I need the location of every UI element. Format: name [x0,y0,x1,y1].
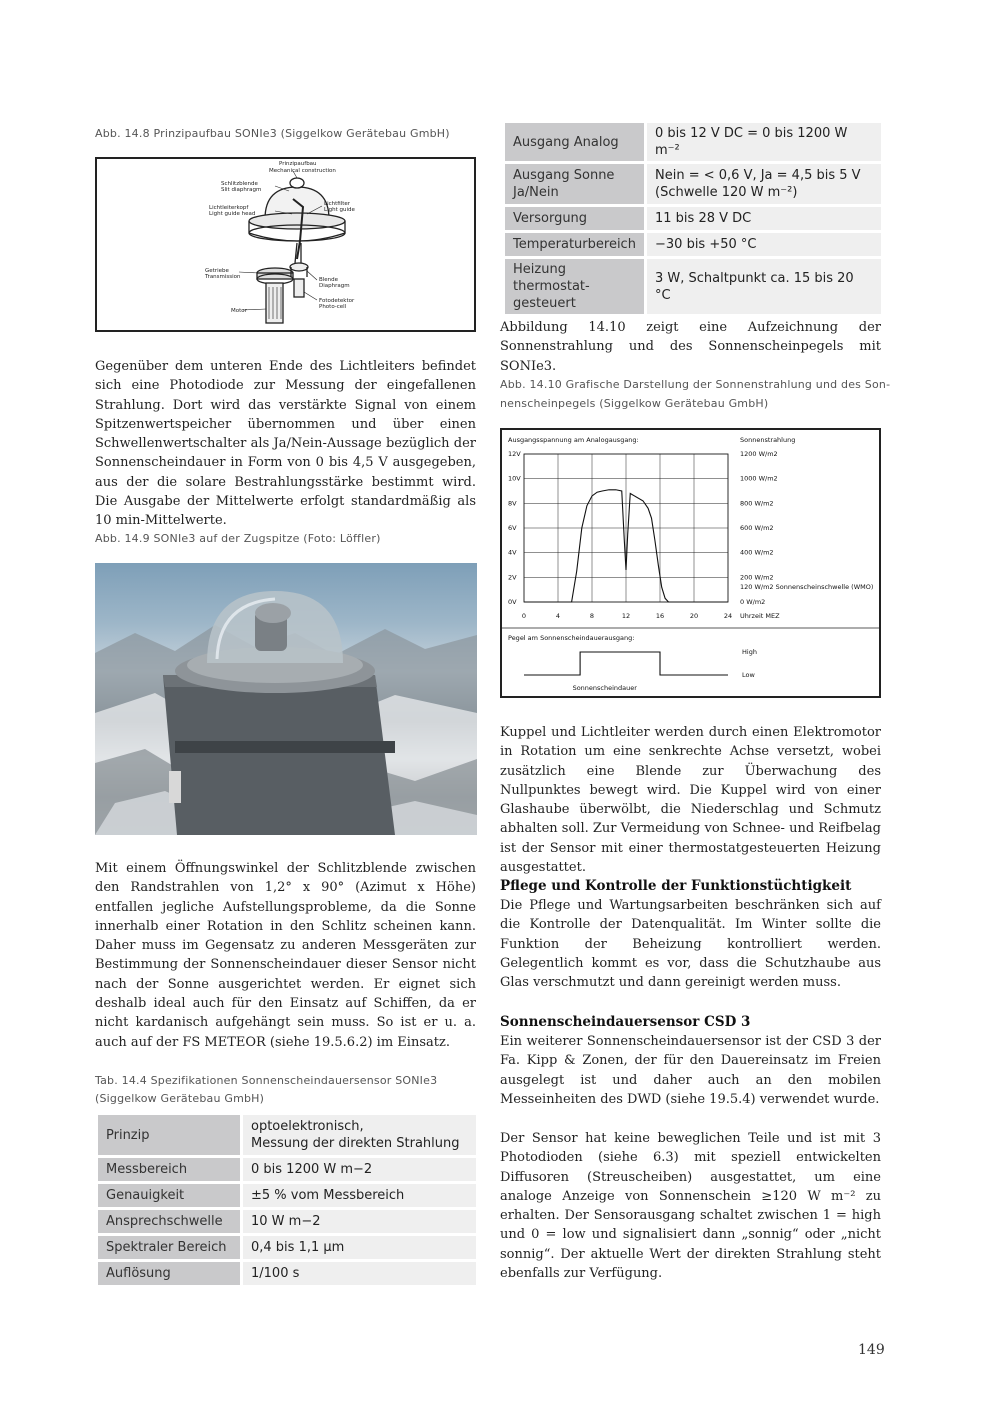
label-getriebe: Getriebe [205,268,229,274]
x-tick-label: 12 [621,612,631,620]
x-tick-label: 20 [689,612,699,620]
y-tick-label-right: 600 W/m2 [740,524,774,532]
spec-key: Messbereich [98,1158,240,1181]
table-row [505,233,881,256]
spec-key-line: gesteuert [513,296,576,311]
label-lichtleiterkopf: Lichtleiterkopf [209,205,249,211]
threshold-label: 120 W/m2 Sonnenscheinschwelle (WMO) [740,583,874,592]
y-tick-label: 4V [508,548,517,557]
paragraph-photodiode: Gegenüber dem unteren Ende des Lichtleiters befindet sich eine Photodiode zur Messung der eingefallenen Strahlung. Dort wird das verstärkte Signal von einem Spitzenwertspeicher übernommen und über einen Schwellenwertschalter als Ja/Nein-Aussage bezüglich der Sonnenscheindauer in Form von 0 bis 4,5 V ausgegeben, aus der die solare Bestrahlungsstärke bestimmt wird. Die Ausgabe der Mittelwerte erfolgt standardmäßig als 10 min-Mittelwerte. [95,359,476,529]
spec-key-line: Ausgang Sonne [513,168,615,183]
label-schlitzblende: Schlitzblende [221,181,258,187]
spec-key: Spektraler Bereich [98,1236,240,1259]
fig148-caption: Abb. 14.8 Prinzipaufbau SONIe3 (Siggelkow Gerätebau GmbH) [95,127,450,140]
spec-key: Auflösung [98,1262,240,1285]
table-row [98,1115,476,1155]
table-row [505,164,881,204]
spec-key: Ansprechschwelle [98,1210,240,1233]
level-low-label: Low [742,671,755,679]
y-tick-label: 0V [508,598,517,606]
y-tick-label-right: 1200 W/m2 [740,450,778,458]
fig1410-caption-line1: Abb. 14.10 Grafische Darstellung der Sonnenstrahlung und des Son- [500,378,891,391]
y-tick-label: 10V [508,474,521,483]
chart-right-label: Sonnenstrahlung [740,436,796,444]
label-lichtfilter: Lichtfilter [324,201,351,207]
label-slit: Slit diaphragm [221,187,262,193]
section1-text: Die Pflege und Wartungsarbeiten beschränken sich auf die Kontrolle der Datenqualität. Im Winter sollte die Funktion der Beheizung kontrolliert werden. Gelegentlich kommt es vor, dass die Schutzhaube aus Glas verschmutzt und dann gereinigt werden muss. [500,898,881,991]
spec-value: 11 bis 28 V DC [647,207,881,230]
spec-key [505,164,644,204]
x-axis-label: Uhrzeit MEZ [740,612,780,620]
y-tick-label: 12V [508,450,521,458]
fig148-diagram [95,157,476,332]
x-tick-label: 0 [521,612,527,620]
label-lightguide: Light guide [324,207,355,213]
page-number: 149 [858,1342,885,1358]
y-tick-label-right: 200 W/m2 [740,573,774,582]
section1-title: Pflege und Kontrolle der Funktionstüchtigkeit [500,878,852,894]
y-tick-label-right: 1000 W/m2 [740,474,778,483]
spec-key-line: Heizung thermostat- [513,262,590,294]
fig149-photo [95,563,477,835]
label-fotodetektor: Fotodetektor [319,298,355,304]
spec-value: 1/100 s [243,1262,476,1285]
spec-key: Prinzip [98,1115,240,1155]
paragraph-kuppel: Kuppel und Lichtleiter werden durch einen Elektromotor in Rotation um eine senkrechte Achse versetzt, wobei zusätzlich eine Blende zur Überwachung des Nullpunktes bewegt wird. Die Kuppel wird von einer Glashaube überwölbt, die Niederschlag und Schmutz abhalten soll. Zur Vermeidung von Schnee- und Reifbelag ist der Sensor mit einer thermostatgesteuerten Heizung ausgestattet. [500,725,881,876]
label-photocell: Photo-cell [319,304,347,310]
section2-text2: Der Sensor hat keine beweglichen Teile und ist mit 3 Photodioden (siehe 6.3) mit speziell entwickelten Diffusoren (Streuscheiben) ausgestattet, um eine analoge Anzeige von Sonnenschein ≥120 W m⁻² zu erhalten. Der Sensorausgang schaltet zwischen 1 = high und 0 = low und signalisiert dann „sonnig“ oder „nicht sonnig“. Der aktuelle Wert der direkten Strahlung steht ebenfalls zur Verfügung. [500,1131,881,1282]
section2-text1: Ein weiterer Sonnenscheindauersensor ist der CSD 3 der Fa. Kipp & Zonen, der für den Dauereinsatz im Freien ausgelegt ist und daher auch an den mobilen Messeinheiten des DWD (siehe 19.5.4) verwendet wurde. [500,1034,881,1107]
table-row [505,123,881,161]
pegel-title: Pegel am Sonnenscheindauerausgang: [508,634,635,642]
spec-value: ±5 % vom Messbereich [243,1184,476,1207]
spec-key [505,259,644,314]
spec-value: 0,4 bis 1,1 μm [243,1236,476,1259]
spec-table-right [502,120,884,317]
table-row [98,1236,476,1259]
level-high-label: High [742,648,757,656]
table-row [505,207,881,230]
section2-title: Sonnenscheindauersensor CSD 3 [500,1014,751,1030]
tab144-caption-line1: Tab. 14.4 Spezifikationen Sonnenscheindauersensor SONIe3 [95,1074,438,1087]
pegel-line [524,652,728,675]
tab144-spec-table [95,1112,479,1288]
mechanical-construction-drawing [97,159,474,330]
table-row [98,1184,476,1207]
x-tick-label: 4 [555,612,561,620]
label-diaphragm: Diaphragm [319,283,350,289]
fig149-caption: Abb. 14.9 SONIe3 auf der Zugspitze (Foto: Löffler) [95,532,381,545]
y-tick-label: 2V [508,573,517,582]
spec-value: 3 W, Schaltpunkt ca. 15 bis 20 °C [647,259,881,314]
label-prinzipaufbau: Prinzipaufbau [279,161,317,167]
spec-value [243,1115,476,1155]
x-tick-label: 16 [655,612,665,620]
y-tick-label: 8V [508,499,517,508]
spec-value-line: Nein = < 0,6 V, Ja = 4,5 bis 5 V [655,168,861,183]
paragraph-opening-angle: Mit einem Öffnungswinkel der Schlitzblende zwischen den Randstrahlen von 1,2° x 90° (Azimut x Höhe) entfallen jegliche Aufstellungsprobleme, da die Sonne innerhalb einer Rotation in den Schlitz scheinen kann. Daher muss im Gegensatz zu anderen Messgeräten zur Bestimmung der Sonnenscheindauer dieser Sensor nicht nach der Sonne ausgerichtet werden. Er eignet sich deshalb ideal auch für den Einsatz auf Schiffen, da er nicht kardanisch aufgehängt sein muss. So ist er u. a. auch auf der FS METEOR (siehe 19.5.6.2) im Einsatz. [95,861,476,1050]
spec-key: Ausgang Analog [505,123,644,161]
label-blende: Blende [319,277,339,283]
table-row [98,1158,476,1181]
fig1410-caption-line2: nenscheinpegels (Siggelkow Gerätebau GmbH) [500,397,769,410]
spec-key: Genauigkeit [98,1184,240,1207]
table-row [98,1262,476,1285]
spec-value: 0 bis 12 V DC = 0 bis 1200 W m⁻² [647,123,881,161]
x-tick-label: 24 [723,612,733,620]
y-tick-label-right: 800 W/m2 [740,499,774,508]
table-row [505,259,881,314]
pegel-series-label: Sonnenscheindauer [572,684,637,692]
y-tick-label-right: 400 W/m2 [740,548,774,557]
spec-value [647,164,881,204]
spec-value-line: optoelektronisch, [251,1119,364,1134]
spec-value: 0 bis 1200 W m−2 [243,1158,476,1181]
y-tick-label-right: 0 W/m2 [740,598,766,606]
fig1410-chart [500,428,881,698]
spec-value-line: Messung der direkten Strahlung [251,1136,460,1151]
spec-key: Versorgung [505,207,644,230]
label-mech: Mechanical construction [269,168,336,174]
spec-value-line: (Schwelle 120 W m⁻²) [655,185,798,200]
spec-key: Temperaturbereich [505,233,644,256]
label-motor: Motor [231,308,247,314]
tab144-caption-line2: (Siggelkow Gerätebau GmbH) [95,1092,265,1105]
label-lightguidehead: Light guide head [209,211,256,217]
chart-title: Ausgangsspannung am Analogausgang: [508,436,639,444]
spec-value: −30 bis +50 °C [647,233,881,256]
label-transmission: Transmission [205,274,241,280]
spec-value: 10 W m−2 [243,1210,476,1233]
sonie3-sensor-photo [95,563,477,835]
spec-key-line: Ja/Nein [513,185,559,200]
x-tick-label: 8 [589,612,595,620]
paragraph-figure-reference: Abbildung 14.10 zeigt eine Aufzeichnung der Sonnenstrahlung und des Sonnenscheinpegels mit SONIe3. [500,320,881,374]
chart-svg [502,430,879,696]
table-row [98,1210,476,1233]
y-tick-label: 6V [508,524,517,532]
